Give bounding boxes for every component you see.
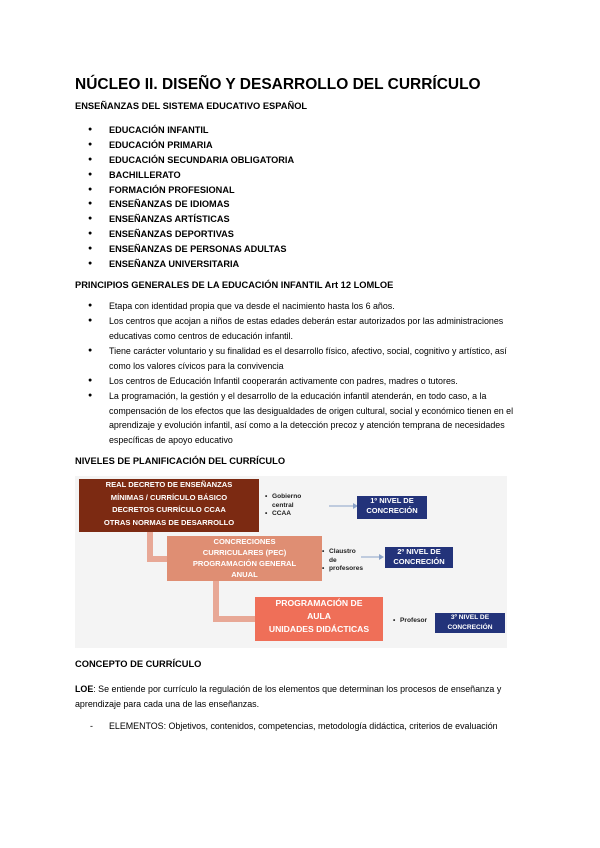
- section-heading-ensenanzas: ENSEÑANZAS DEL SISTEMA EDUCATIVO ESPAÑOL: [75, 101, 308, 111]
- side-label-profesor: • Profesor: [393, 617, 428, 624]
- list-item: ● ENSEÑANZAS DE IDIOMAS: [75, 197, 294, 212]
- box-line: PROGRAMACIÓN DE: [275, 598, 363, 608]
- box-concreciones: [167, 536, 322, 581]
- page-title: NÚCLEO II. DISEÑO Y DESARROLLO DEL CURRÍCULO: [75, 76, 481, 93]
- list-item: ● BACHILLERATO: [75, 168, 294, 183]
- side-label-claustro: • Claustro de • profesores: [322, 548, 364, 573]
- curriculum-levels-diagram: [75, 476, 507, 648]
- level-text: 3º NIVEL DE: [450, 614, 490, 621]
- level-text: CONCRECIÓN: [366, 506, 418, 515]
- principios-list: [75, 299, 515, 448]
- list-item: ● Tiene carácter voluntario y su finalidad es el desarrollo físico, afectivo, social, cognitivo y artístico, así como los valores cívicos para la convivencia: [75, 344, 515, 373]
- box-line: MÍNIMAS / CURRÍCULO BÁSICO: [110, 492, 228, 502]
- level-text: 1º NIVEL DE: [370, 496, 414, 505]
- list-item: ● Los centros que acojan a niños de estas edades deberán estar autorizados por las administraciones educativas como centros de educación infantil.: [75, 314, 515, 343]
- list-item: ● Los centros de Educación Infantil cooperarán activamente con padres, madres o tutores.: [75, 374, 515, 388]
- elementos-item: - ELEMENTOS: Objetivos, contenidos, competencias, metodología didáctica, criterios de evaluación: [90, 719, 529, 734]
- ensenanzas-list: [75, 123, 294, 272]
- section-heading-concepto: CONCEPTO DE CURRÍCULO: [75, 659, 202, 669]
- loe-paragraph: [75, 682, 515, 712]
- box-real-decreto: [79, 479, 259, 532]
- side-label-gobierno: • Gobierno central • CCAA: [265, 493, 302, 518]
- list-item: ● ENSEÑANZAS DE PERSONAS ADULTAS: [75, 242, 294, 257]
- list-item: ● ENSEÑANZAS ARTÍSTICAS: [75, 212, 294, 227]
- box-line: CURRICULARES (PEC): [202, 548, 287, 557]
- list-item: ● La programación, la gestión y el desarrollo de la educación infantil atenderán, en todo caso, a la compensación de los efectos que las desigualdades de origen cultural, social y económico tienen en el aprendizaje y evolución infantil, así como a la detección precoz y atención temprana de necesidades específicas de apoyo educativo: [75, 389, 515, 447]
- box-line: DECRETOS CURRÍCULO CCAA: [112, 505, 226, 515]
- level-1-badge: [357, 496, 427, 519]
- arrow-icon: [327, 501, 359, 511]
- box-line: CONCRECIONES: [213, 537, 276, 546]
- side-text: profesores: [329, 565, 364, 573]
- side-text: Gobierno: [272, 493, 302, 500]
- connector: [213, 581, 219, 621]
- level-text: CONCRECIÓN: [447, 623, 493, 631]
- list-item: ● ENSEÑANZA UNIVERSITARIA: [75, 257, 294, 272]
- side-text: de: [329, 556, 337, 564]
- box-line: ANUAL: [231, 570, 258, 579]
- loe-text: : Se entiende por currículo la regulación de los elementos que determinan los procesos de enseñanza y aprendizaje para cada una de las enseñanzas.: [75, 684, 502, 709]
- side-text: central: [272, 501, 294, 509]
- side-text: CCAA: [272, 510, 292, 518]
- connector: [147, 556, 167, 562]
- box-programacion-aula: [255, 597, 383, 641]
- level-text: 2º NIVEL DE: [397, 547, 441, 556]
- connector: [213, 616, 255, 622]
- list-item: ● EDUCACIÓN INFANTIL: [75, 123, 294, 138]
- list-item: ● EDUCACIÓN PRIMARIA: [75, 138, 294, 153]
- section-heading-niveles: NIVELES DE PLANIFICACIÓN DEL CURRÍCULO: [75, 456, 286, 466]
- side-text: Profesor: [400, 617, 428, 624]
- side-text: Claustro: [329, 548, 356, 555]
- section-heading-principios: PRINCIPIOS GENERALES DE LA EDUCACIÓN INFANTIL Art 12 LOMLOE: [75, 280, 394, 290]
- box-line: AULA: [307, 611, 331, 621]
- loe-label: LOE: [75, 684, 94, 694]
- box-line: OTRAS NORMAS DE DESARROLLO: [103, 517, 235, 527]
- arrow-icon: [359, 552, 385, 562]
- list-item: ● Etapa con identidad propia que va desde el nacimiento hasta los 6 años.: [75, 299, 515, 313]
- list-item: ● ENSEÑANZAS DEPORTIVAS: [75, 227, 294, 242]
- list-item: ● EDUCACIÓN SECUNDARIA OBLIGATORIA: [75, 153, 294, 168]
- level-3-badge: [435, 613, 505, 633]
- list-item: ● FORMACIÓN PROFESIONAL: [75, 183, 294, 198]
- box-line: PROGRAMACIÓN GENERAL: [192, 559, 297, 568]
- box-line: REAL DECRETO DE ENSEÑANZAS: [105, 480, 233, 489]
- box-line: UNIDADES DIDÁCTICAS: [268, 624, 370, 634]
- level-text: CONCRECIÓN: [393, 557, 445, 566]
- level-2-badge: [385, 547, 453, 568]
